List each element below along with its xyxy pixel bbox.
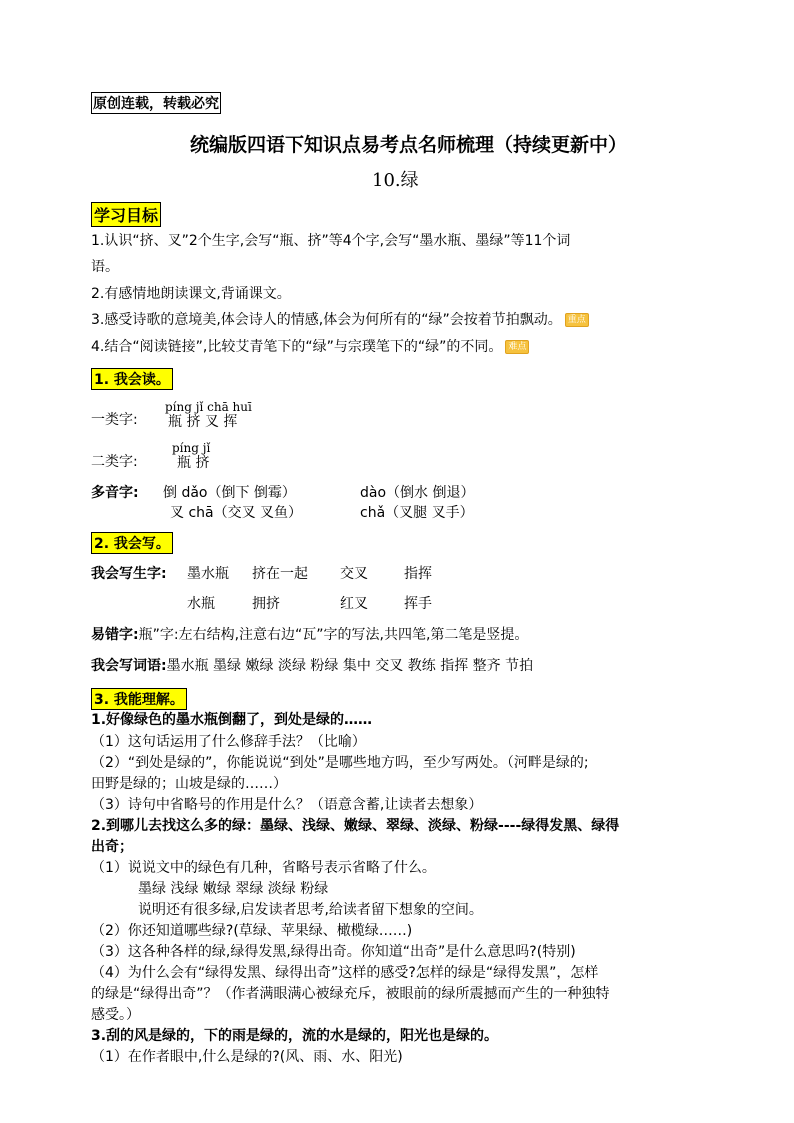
question-heading: 1.好像绿色的墨水瓶倒翻了，到处是绿的…… <box>91 712 373 728</box>
question-line: 田野是绿的；山坡是绿的……） <box>91 776 287 792</box>
vocabulary-line: 我会写词语:墨水瓶 墨绿 嫩绿 淡绿 粉绿 集中 交叉 教练 指挥 整齐 节拍 <box>91 658 534 674</box>
question-heading: 2.到哪儿去找这么多的绿：墨绿、浅绿、嫩绿、翠绿、淡绿、粉绿----绿得发黑、绿得 <box>91 818 620 834</box>
goal-item: 语。 <box>91 259 119 275</box>
error-prone-line: 易错字:瓶”字:左右结构,注意右边“瓦”字的写法,共四笔,第二笔是竖提。 <box>91 627 529 643</box>
class1-chars: 瓶 挤 叉 挥 <box>168 414 238 430</box>
question-line: 说明还有很多绿,启发读者思考,给读者留下想象的空间。 <box>138 902 483 918</box>
goal-item: 4.结合“阅读链接”,比较艾青笔下的“绿”与宗璞笔下的“绿”的不同。 难点 <box>91 337 529 357</box>
vocabulary-label: 我会写词语: <box>91 658 167 674</box>
word-cell: 水瓶 <box>187 596 215 612</box>
class1-pinyin: píng jǐ chā huī <box>165 400 252 414</box>
question-line: （3）诗句中省略号的作用是什么？（语意含蓄,让读者去想象） <box>91 797 483 813</box>
word-cell: 红叉 <box>340 596 368 612</box>
class2-pinyin: píng jǐ <box>172 441 211 455</box>
polyphone-item: dào（倒水 倒退） <box>360 485 475 501</box>
word-cell: 墨水瓶 <box>187 566 229 582</box>
polyphone-item: chǎ（叉腿 叉手） <box>360 505 474 521</box>
question-heading: 出奇； <box>91 839 133 855</box>
difficult-point-badge: 难点 <box>505 340 529 354</box>
copyright-notice: 原创连载，转载必究 <box>91 92 221 114</box>
question-line: 墨绿 浅绿 嫩绿 翠绿 淡绿 粉绿 <box>138 881 329 897</box>
class1-label: 一类字: <box>91 412 138 428</box>
goal-item: 3.感受诗歌的意境美,体会诗人的情感,体会为何所有的“绿”会按着节拍飘动。 重点 <box>91 310 589 330</box>
question-line: （2）“到处是绿的”，你能说说“到处”是哪些地方吗，至少写两处。（河畔是绿的; <box>91 755 589 771</box>
question-line: 感受。） <box>91 1007 140 1023</box>
question-line: （1）说说文中的绿色有几种，省略号表示省略了什么。 <box>91 860 436 876</box>
question-heading: 3.刮的风是绿的，下的雨是绿的，流的水是绿的，阳光也是绿的。 <box>91 1028 499 1044</box>
error-prone-label: 易错字: <box>91 627 139 643</box>
question-line: 的绿是“绿得出奇”？（作者满眼满心被绿充斥，被眼前的绿所震撼而产生的一种独特 <box>91 986 610 1002</box>
question-line: （3）这各种各样的绿,绿得发黑,绿得出奇。你知道“出奇”是什么意思吗?(特别) <box>91 944 576 960</box>
lesson-title: 10.绿 <box>372 170 419 191</box>
page-title: 统编版四语下知识点易考点名师梳理（持续更新中） <box>190 134 628 156</box>
new-chars-label: 我会写生字: <box>91 566 167 582</box>
goal-item: 2.有感情地朗读课文,背诵课文。 <box>91 286 291 302</box>
key-point-badge: 重点 <box>565 313 589 327</box>
word-cell: 挤在一起 <box>252 566 308 582</box>
word-cell: 指挥 <box>404 566 432 582</box>
polyphone-item: 叉 chā（交叉 叉鱼） <box>170 505 303 521</box>
word-cell: 挥手 <box>404 596 432 612</box>
polyphone-label: 多音字: <box>91 485 139 501</box>
question-line: （1）在作者眼中,什么是绿的?(风、雨、水、阳光) <box>91 1049 403 1065</box>
question-line: （1）这句话运用了什么修辞手法？（比喻） <box>91 734 366 750</box>
word-cell: 拥挤 <box>252 596 280 612</box>
question-line: （2）你还知道哪些绿?(草绿、苹果绿、橄榄绿……) <box>91 923 413 939</box>
word-cell: 交叉 <box>340 566 368 582</box>
class2-label: 二类字: <box>91 454 138 470</box>
class2-chars: 瓶 挤 <box>177 455 210 471</box>
section-heading-read: 1. 我会读。 <box>91 368 173 390</box>
goal-item: 1.认识“挤、叉”2个生字,会写“瓶、挤”等4个字,会写“墨水瓶、墨绿”等11个词 <box>91 233 571 249</box>
section-heading-understand: 3. 我能理解。 <box>91 688 187 710</box>
section-heading-write: 2. 我会写。 <box>91 532 173 554</box>
section-heading-goals: 学习目标 <box>91 202 161 227</box>
polyphone-item: 倒 dǎo（倒下 倒霉） <box>163 485 296 501</box>
question-line: （4）为什么会有“绿得发黑、绿得出奇”这样的感受?怎样的绿是“绿得发黑”，怎样 <box>91 965 599 981</box>
